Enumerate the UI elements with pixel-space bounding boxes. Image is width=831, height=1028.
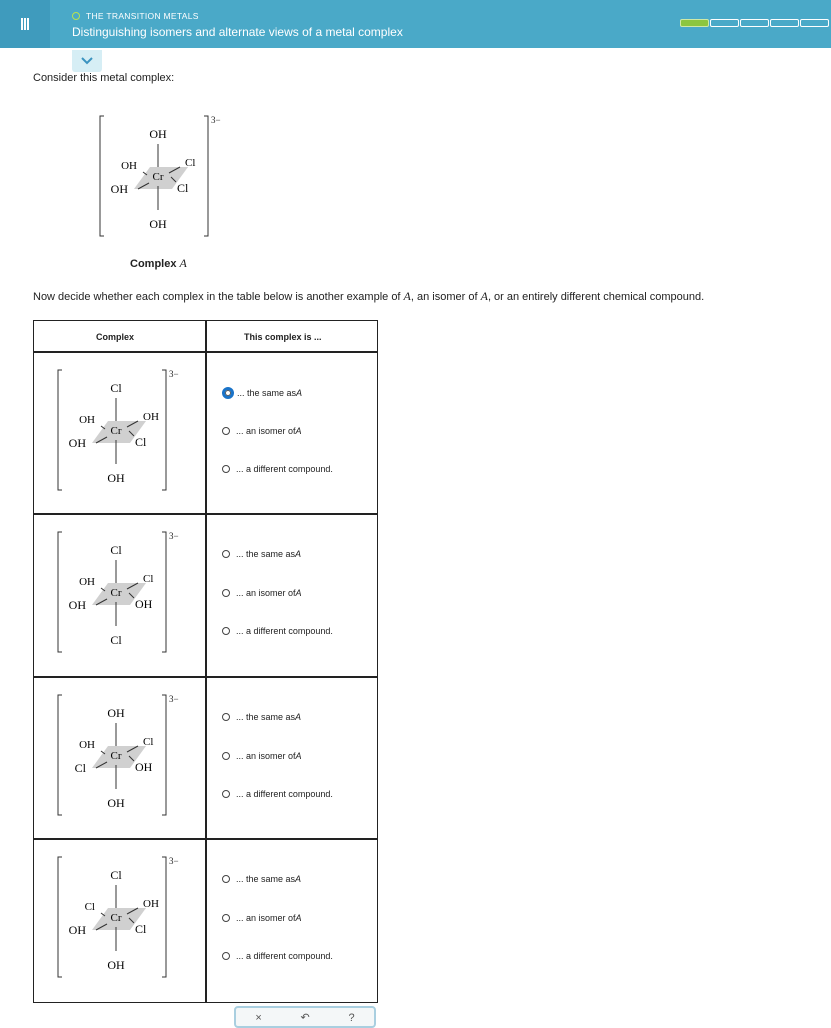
ligand-top: Cl xyxy=(110,868,122,882)
ligand-front-right: Cl xyxy=(135,435,147,449)
ligand-top: OH xyxy=(149,127,167,141)
radio-button[interactable] xyxy=(222,952,230,960)
charge-label: 3− xyxy=(169,531,179,541)
answer-option[interactable] xyxy=(222,951,333,961)
option-label: ... a different compound. xyxy=(236,464,333,475)
ligand-front-right: OH xyxy=(135,597,153,611)
page-title: Distinguishing isomers and alternate views of a metal complex xyxy=(72,25,403,39)
ligand-back-right: OH xyxy=(143,411,159,423)
section-name: THE TRANSITION METALS xyxy=(86,11,199,21)
ligand-front-right: Cl xyxy=(135,922,147,936)
option-label: ... an isomer of xyxy=(236,750,296,761)
metal-center: Cr xyxy=(110,750,122,762)
clear-button[interactable]: × xyxy=(255,1012,262,1024)
radio-button[interactable] xyxy=(222,589,230,597)
ligand-front-left: Cl xyxy=(74,761,86,775)
left-bracket xyxy=(58,695,62,815)
ligand-front-left: OH xyxy=(110,182,128,196)
answer-option[interactable] xyxy=(222,626,333,636)
charge-label: 3− xyxy=(169,856,179,866)
answer-option[interactable] xyxy=(222,712,301,722)
table-complex-4 xyxy=(58,856,179,977)
answer-option[interactable] xyxy=(222,387,302,399)
metal-center: Cr xyxy=(152,171,164,183)
ligand-front-right: OH xyxy=(135,760,153,774)
metal-center: Cr xyxy=(110,912,122,924)
radio-button[interactable] xyxy=(222,550,230,558)
table-complex-3 xyxy=(58,694,179,815)
ligand-bottom: OH xyxy=(149,217,167,231)
radio-selected[interactable] xyxy=(222,387,234,399)
option-var: A xyxy=(295,874,302,884)
option-label: ... a different compound. xyxy=(236,626,333,637)
ligand-bottom: OH xyxy=(107,958,125,972)
option-var: A xyxy=(295,587,302,598)
option-var: A xyxy=(295,549,302,559)
option-var: A xyxy=(296,388,303,398)
answer-option[interactable] xyxy=(222,874,301,884)
answer-option[interactable] xyxy=(222,426,302,436)
ligand-back-left: OH xyxy=(121,160,137,172)
ligand-back-left: OH xyxy=(79,414,95,426)
radio-button[interactable] xyxy=(222,465,230,473)
instruction-part: Now decide whether each complex in the table below is another example of xyxy=(33,291,404,303)
option-label: ... an isomer of xyxy=(236,912,296,923)
radio-button[interactable] xyxy=(222,790,230,798)
right-bracket xyxy=(162,695,166,815)
option-label: ... the same as xyxy=(236,712,296,722)
table-complex-1 xyxy=(58,369,179,490)
help-button[interactable]: ? xyxy=(348,1012,355,1024)
option-label: ... the same as xyxy=(236,874,296,884)
ligand-front-left: OH xyxy=(68,923,86,937)
ligand-back-left: Cl xyxy=(84,901,95,913)
instruction-part: , or an entirely different chemical compound. xyxy=(487,291,705,303)
instruction-part: , an isomer of xyxy=(410,291,481,303)
instruction-var: A xyxy=(480,289,488,303)
option-label: ... the same as xyxy=(236,549,296,559)
question-intro: Consider this metal complex: xyxy=(33,72,175,84)
ligand-back-left: OH xyxy=(79,576,95,588)
option-var: A xyxy=(295,425,302,436)
answer-option[interactable] xyxy=(222,789,333,799)
column-header-complex: Complex xyxy=(96,332,135,342)
right-bracket xyxy=(162,370,166,490)
answer-option[interactable] xyxy=(222,913,302,923)
radio-button[interactable] xyxy=(222,875,230,883)
ligand-top: Cl xyxy=(110,381,122,395)
ligand-back-right: Cl xyxy=(143,736,154,748)
answer-option[interactable] xyxy=(222,588,302,598)
answer-option[interactable] xyxy=(222,464,333,474)
left-bracket xyxy=(58,370,62,490)
left-bracket xyxy=(58,532,62,652)
charge-label: 3− xyxy=(169,369,179,379)
ligand-bottom: OH xyxy=(107,471,125,485)
ligand-back-right: Cl xyxy=(185,157,196,169)
charge-label: 3− xyxy=(211,115,221,125)
caption-var: A xyxy=(179,256,187,270)
answer-option[interactable] xyxy=(222,751,302,761)
ligand-back-right: Cl xyxy=(143,573,154,585)
ligand-top: Cl xyxy=(110,543,122,557)
ligand-front-left: OH xyxy=(68,598,86,612)
right-bracket xyxy=(162,532,166,652)
option-label: ... the same as xyxy=(237,388,297,398)
instruction-var: A xyxy=(403,289,411,303)
radio-button[interactable] xyxy=(222,627,230,635)
option-label: ... a different compound. xyxy=(236,951,333,962)
option-var: A xyxy=(295,912,302,923)
undo-button[interactable]: ↶ xyxy=(300,1012,310,1024)
radio-button[interactable] xyxy=(222,427,230,435)
answer-toolbar xyxy=(234,1006,376,1028)
ligand-bottom: OH xyxy=(107,796,125,810)
option-var: A xyxy=(295,712,302,722)
metal-center: Cr xyxy=(110,425,122,437)
ligand-front-right: Cl xyxy=(177,181,189,195)
ligand-top: OH xyxy=(107,706,125,720)
charge-label: 3− xyxy=(169,694,179,704)
option-label: ... an isomer of xyxy=(236,587,296,598)
right-bracket xyxy=(162,857,166,977)
radio-button[interactable] xyxy=(222,914,230,922)
ligand-back-right: OH xyxy=(143,898,159,910)
answer-option[interactable] xyxy=(222,549,301,559)
option-label: ... an isomer of xyxy=(236,425,296,436)
table-complex-2 xyxy=(58,531,179,652)
left-bracket xyxy=(58,857,62,977)
caption-label: Complex xyxy=(130,258,177,270)
column-header-answer: This complex is ... xyxy=(244,332,322,342)
ligand-bottom: Cl xyxy=(110,633,122,647)
metal-center: Cr xyxy=(110,587,122,599)
ligand-front-left: OH xyxy=(68,436,86,450)
option-var: A xyxy=(295,750,302,761)
radio-button[interactable] xyxy=(222,752,230,760)
option-label: ... a different compound. xyxy=(236,789,333,800)
radio-button[interactable] xyxy=(222,713,230,721)
ligand-back-left: OH xyxy=(79,739,95,751)
